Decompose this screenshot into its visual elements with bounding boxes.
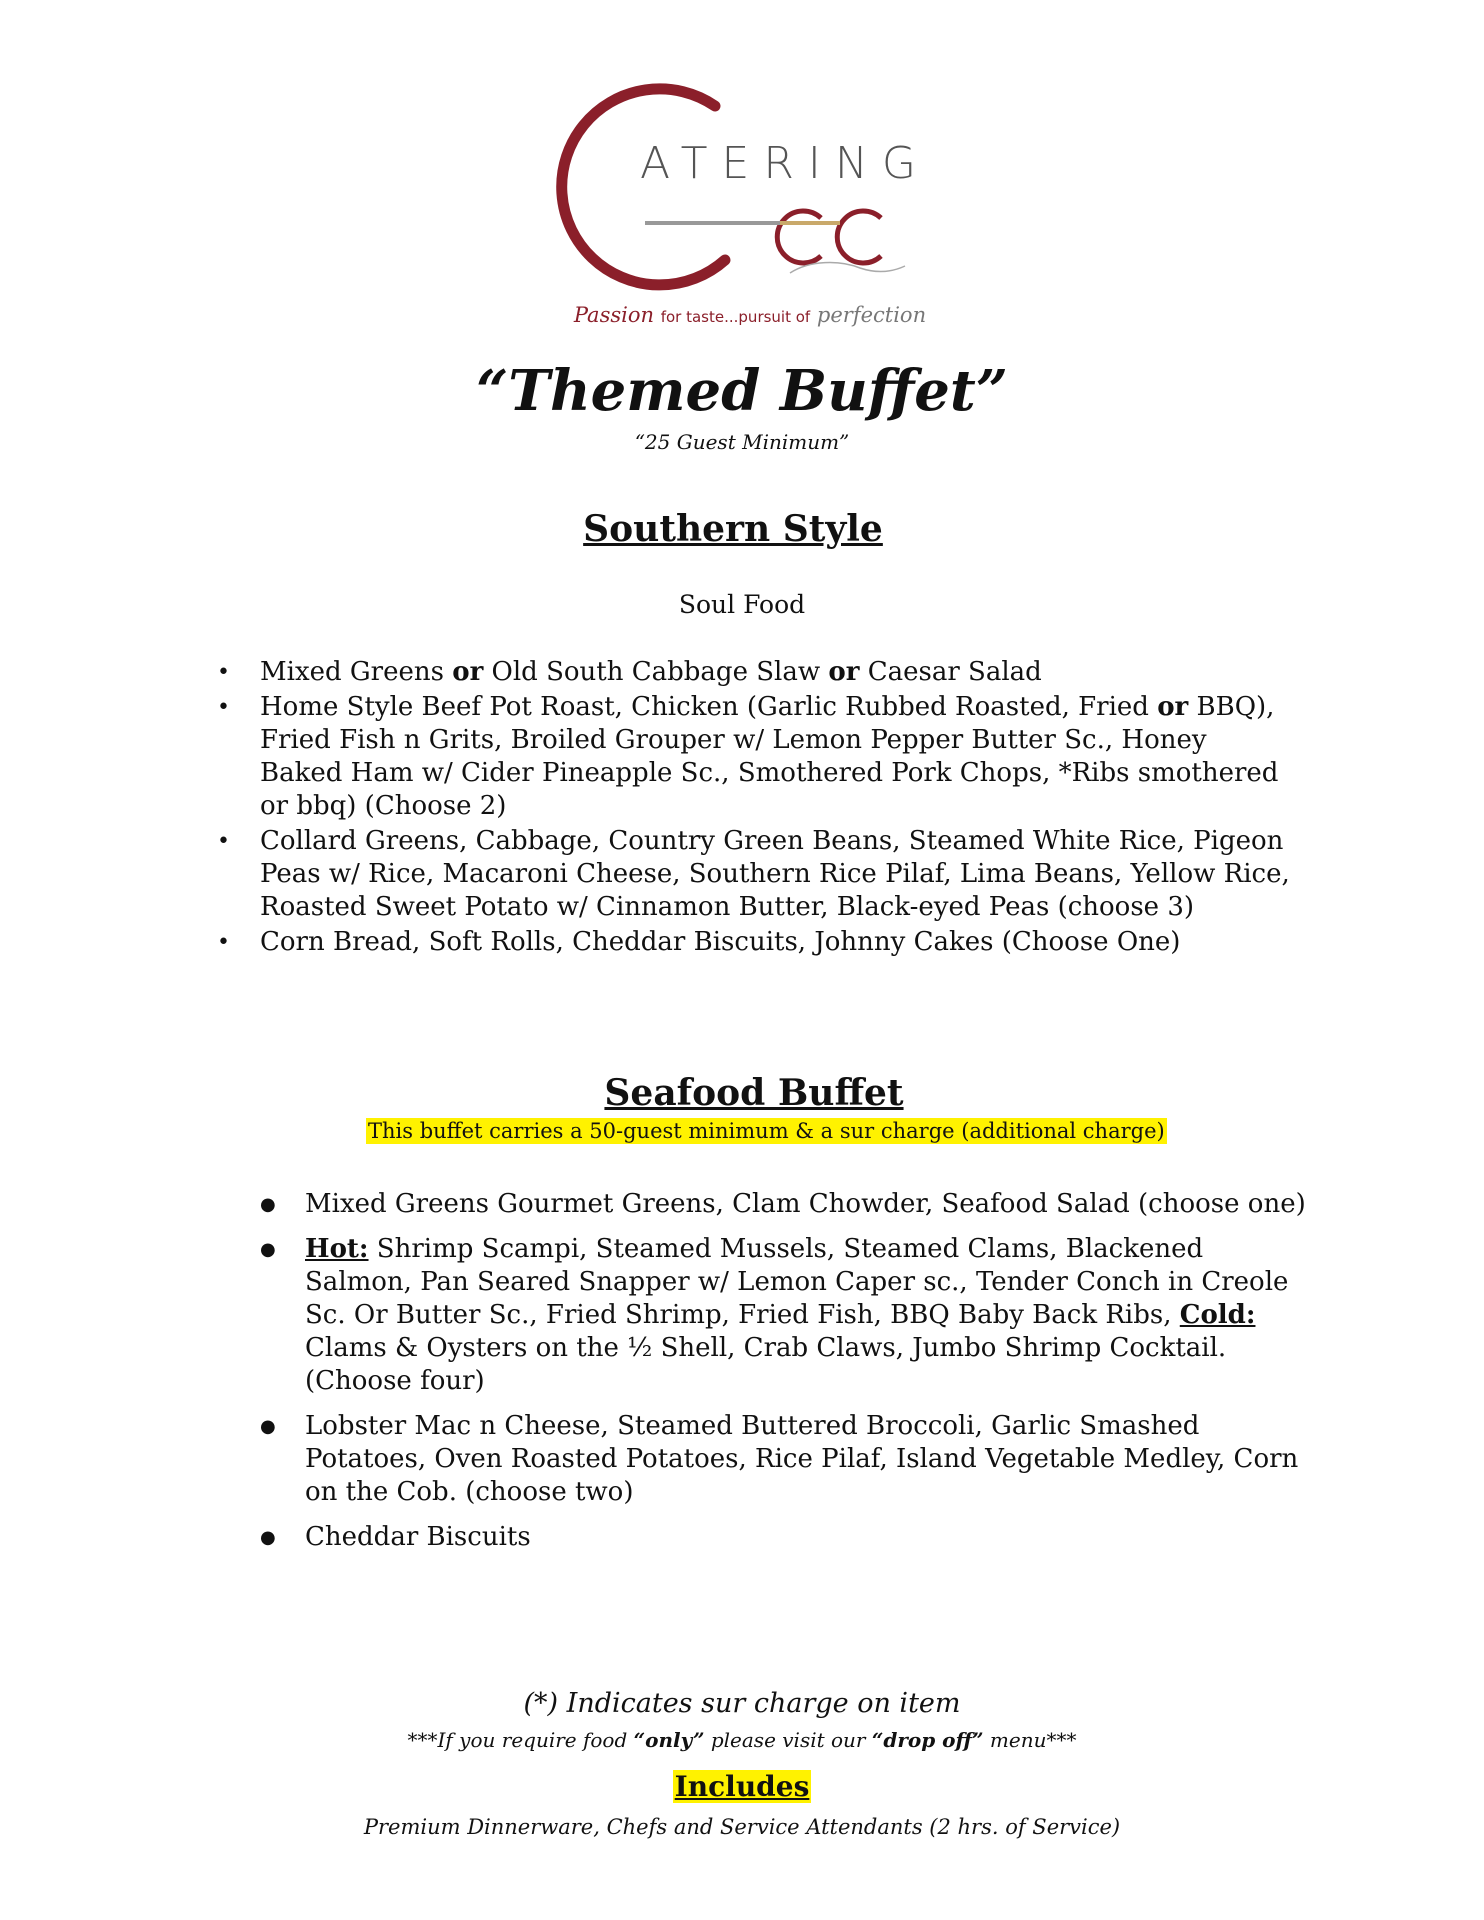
- includes-text: Premium Dinnerware, Chefs and Service Attendants (2 hrs. of Service): [363, 1815, 1121, 1839]
- cold-label: Cold:: [1179, 1300, 1256, 1330]
- drop-off-text: menu***: [983, 1728, 1077, 1752]
- drop-off-text: ***If you require food: [407, 1728, 634, 1752]
- includes-heading-wrap: [0, 1770, 1484, 1803]
- tagline-middle: for taste...pursuit of: [660, 308, 811, 326]
- logo-mark-icon: [540, 78, 960, 378]
- drop-off-menu-name: “drop off”: [871, 1728, 984, 1752]
- list-item: [258, 1410, 1318, 1509]
- list-item: [258, 1233, 1318, 1398]
- item-text: Clams & Oysters on the ½ Shell, Crab Claws, Jumbo Shrimp Cocktail. (Choose four): [305, 1333, 1227, 1396]
- tagline-perfection: perfection: [816, 303, 927, 327]
- list-item: [215, 656, 1295, 689]
- southern-menu-list: [215, 656, 1295, 961]
- list-item: [215, 926, 1295, 959]
- item-text: Mixed Greens: [260, 657, 453, 687]
- catering-logo: [540, 78, 960, 378]
- drop-off-text: please visit our: [704, 1728, 872, 1752]
- list-item: [215, 825, 1295, 924]
- includes-heading: Includes: [674, 1770, 810, 1803]
- southern-style-heading: Southern Style: [583, 508, 883, 550]
- item-text: Collard Greens, Cabbage, Country Green Beans, Steamed White Rice, Pigeon Peas w/ Rice, Macaroni Cheese, Southern Rice Pilaf, Lima Beans, Yellow Rice, Roasted Sweet Potato w/ Cinnamon Butter, Black-eyed Peas (choose 3): [260, 826, 1290, 922]
- southern-style-subtitle: Soul Food: [678, 590, 806, 619]
- seafood-menu-list: [258, 1188, 1318, 1566]
- item-or: or: [828, 657, 860, 687]
- surcharge-note: (*) Indicates sur charge on item: [523, 1688, 961, 1719]
- item-text: Caesar Salad: [859, 657, 1042, 687]
- hot-label: Hot:: [305, 1234, 369, 1264]
- list-item: [258, 1521, 1318, 1554]
- item-text: Mixed Greens Gourmet Greens, Clam Chowder, Seafood Salad (choose one): [305, 1189, 1306, 1219]
- logo-tagline: [540, 303, 960, 327]
- page-title: “Themed Buffet”: [476, 358, 1008, 424]
- item-or: or: [1157, 692, 1189, 722]
- item-text: Corn Bread, Soft Rolls, Cheddar Biscuits, Johnny Cakes (Choose One): [260, 927, 1181, 957]
- list-item: [215, 691, 1295, 823]
- seafood-buffet-heading: Seafood Buffet: [604, 1072, 904, 1114]
- page-subtitle: “25 Guest Minimum”: [634, 430, 850, 454]
- list-item: [258, 1188, 1318, 1221]
- item-text: Old South Cabbage Slaw: [483, 657, 829, 687]
- item-text: Home Style Beef Pot Roast, Chicken (Garlic Rubbed Roasted, Fried: [260, 692, 1158, 722]
- item-text: Lobster Mac n Cheese, Steamed Buttered Broccoli, Garlic Smashed Potatoes, Oven Roasted Potatoes, Rice Pilaf, Island Vegetable Medley, Corn on the Cob. (choose two): [305, 1411, 1299, 1507]
- drop-off-note: [0, 1728, 1484, 1752]
- tagline-passion: Passion: [573, 303, 655, 327]
- seafood-minimum-note: This buffet carries a 50-guest minimum & a sur charge (additional charge): [368, 1119, 1165, 1143]
- logo-wordmark: ATERING: [640, 138, 930, 189]
- item-text: Cheddar Biscuits: [305, 1522, 531, 1552]
- item-or: or: [452, 657, 484, 687]
- item-text: BBQ), Fried Fish n Grits, Broiled Grouper w/ Lemon Pepper Butter Sc., Honey Baked Ham w/ Cider Pineapple Sc., Smothered Pork Chops, *Ribs smothered or bbq) (Choose 2): [260, 692, 1279, 821]
- item-text: Shrimp Scampi, Steamed Mussels, Steamed Clams, Blackened Salmon, Pan Seared Snapper w/ Lemon Caper sc., Tender Conch in Creole Sc. Or Butter Sc., Fried Shrimp, Fried Fish, BBQ Baby Back Ribs,: [305, 1234, 1289, 1330]
- drop-off-only: “only”: [633, 1728, 705, 1752]
